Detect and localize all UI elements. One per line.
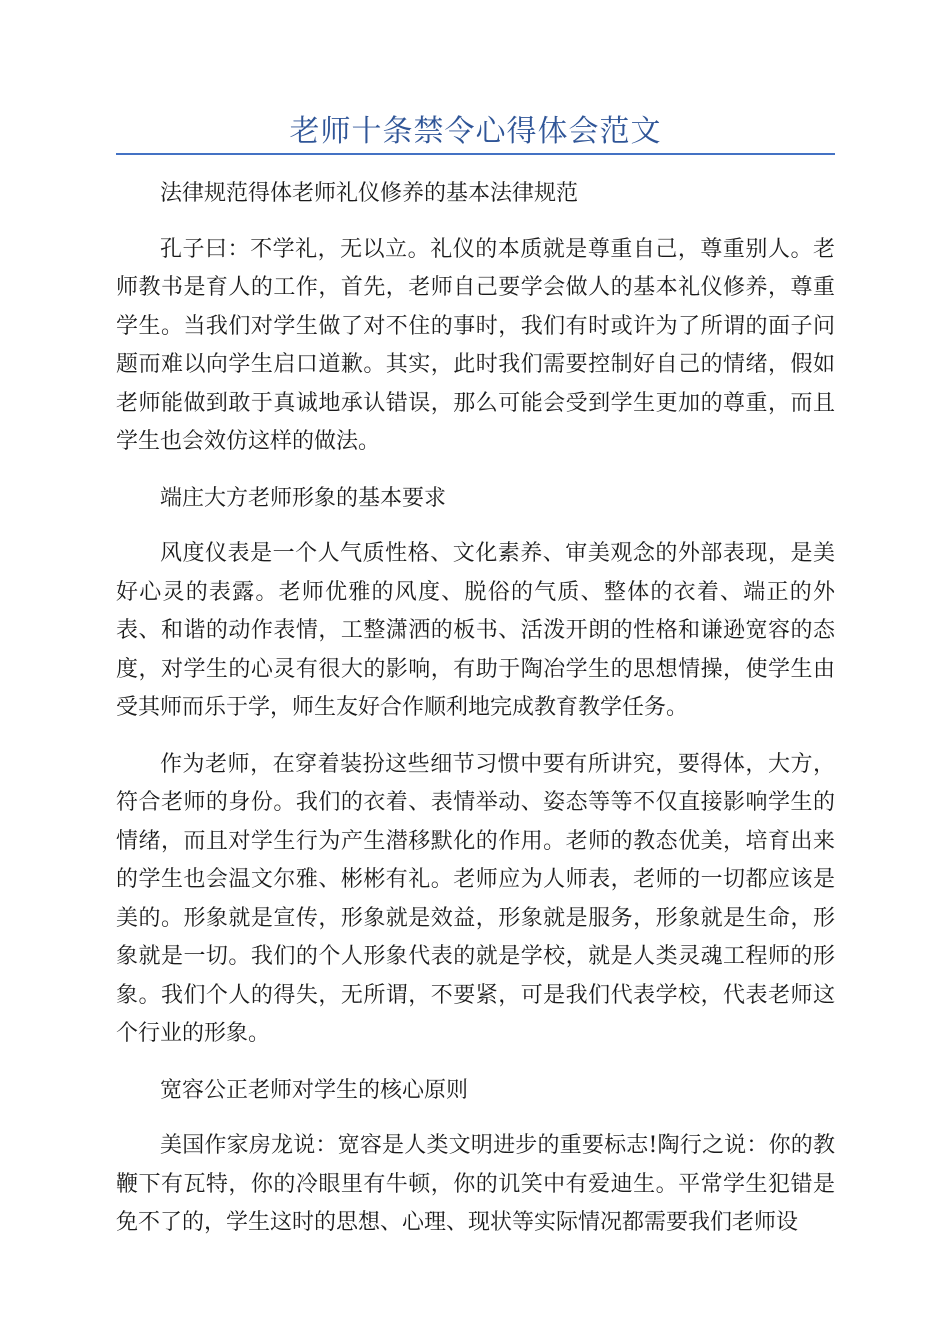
- document-title: 老师十条禁令心得体会范文: [289, 114, 662, 149]
- title-underline: [116, 153, 835, 155]
- section-heading-legal-norms: 法律规范得体老师礼仪修养的基本法律规范: [160, 181, 579, 206]
- section-heading-appearance: 端庄大方老师形象的基本要求: [160, 485, 447, 511]
- paragraph-dress: 作为老师，在穿着装扮这些细节习惯中要有所讲究，要得体，大方，符合老师的身份。我们的衣着、表情举动、姿态等等不仅直接影响学生的情绪，而且对学生行为产生潜移默化的作用。老师的教态优美，培育出来的学生也会温文尔雅、彬彬有礼。老师应为人师表，老师的一切都应该是美的。形象就是宣传，形象就是效益，形象就是服务，形象就是生命，形象就是一切。我们的个人形象代表的就是学校，就是人类灵魂工程师的形象。我们个人的得失，无所谓，不要紧，可是我们代表学校，代表老师这个行业的形象。: [116, 751, 835, 1046]
- paragraph-tolerance: 美国作家房龙说：宽容是人类文明进步的重要标志!陶行之说：你的教鞭下有瓦特，你的冷眼里有牛顿，你的讥笑中有爱迪生。平常学生犯错是免不了的，学生这时的思想、心理、现状等实际情况都需要我们老师设: [116, 1133, 835, 1235]
- paragraph-confucius: 孔子曰：不学礼，无以立。礼仪的本质就是尊重自己，尊重别人。老师教书是育人的工作，首先，老师自己要学会做人的基本礼仪修养，尊重学生。当我们对学生做了对不住的事时，我们有时或许为了所谓的面子问题而难以向学生启口道歉。其实，此时我们需要控制好自己的情绪，假如老师能做到敢于真诚地承认错误，那么可能会受到学生更加的尊重，而且学生也会效仿这样的做法。: [116, 236, 835, 454]
- document-body: [116, 175, 835, 1261]
- paragraph-demeanor: 风度仪表是一个人气质性格、文化素养、审美观念的外部表现，是美好心灵的表露。老师优雅的风度、脱俗的气质、整体的衣着、端正的外表、和谐的动作表情，工整潇洒的板书、活泼开朗的性格和谦逊宽容的态度，对学生的心灵有很大的影响，有助于陶冶学生的思想情操，使学生由受其师而乐于学，师生友好合作顺利地完成教育教学任务。: [116, 541, 835, 720]
- section-heading-tolerance: 宽容公正老师对学生的核心原则: [160, 1077, 469, 1103]
